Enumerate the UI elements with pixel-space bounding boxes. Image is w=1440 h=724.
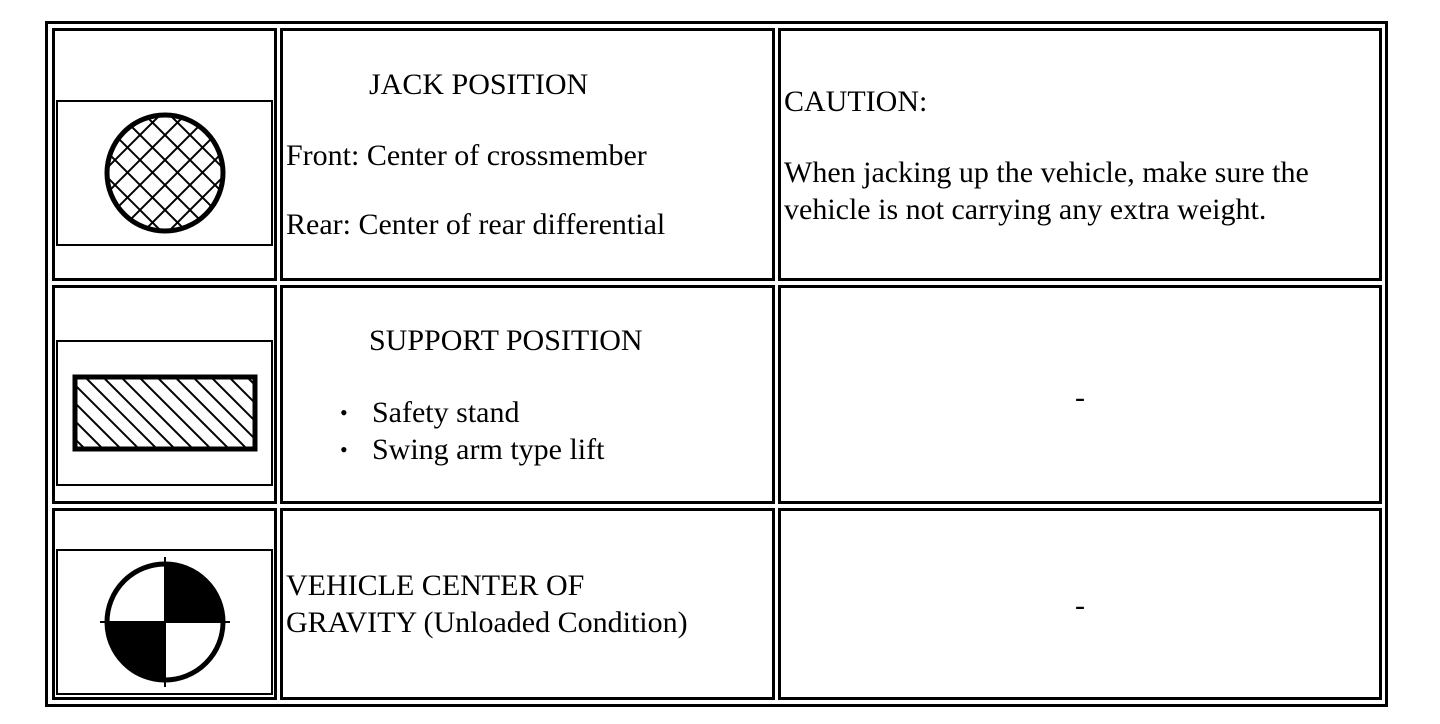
- row3-note-dash: -: [1075, 589, 1085, 622]
- jack-position-title: JACK POSITION: [369, 68, 589, 101]
- row3-description-cell: [280, 508, 775, 700]
- jack-position-crosshatch-circle-icon: [100, 110, 230, 236]
- support-position-title: SUPPORT POSITION: [369, 324, 643, 357]
- support-position-hatched-rectangle-icon: [72, 374, 258, 452]
- jack-position-front: Front: Center of crossmember: [286, 139, 647, 172]
- support-option-safety-stand: Safety stand: [372, 396, 520, 429]
- row2-note-dash: -: [1075, 381, 1085, 414]
- bullet-icon: •: [340, 437, 348, 462]
- caution-text-line1: When jacking up the vehicle, make sure the: [784, 156, 1309, 189]
- support-option-swing-arm-lift: Swing arm type lift: [372, 433, 605, 466]
- center-of-gravity-title-line1: VEHICLE CENTER OF: [286, 569, 585, 602]
- row3-icon-frame: [56, 549, 273, 695]
- row1-icon-frame: [56, 100, 273, 246]
- center-of-gravity-icon: [100, 557, 230, 687]
- caution-title: CAUTION:: [784, 85, 928, 118]
- list-item: [340, 394, 604, 431]
- caution-text-line2: vehicle is not carrying any extra weight.: [784, 193, 1267, 226]
- support-position-list: [340, 394, 604, 468]
- jack-position-rear: Rear: Center of rear differential: [286, 208, 666, 241]
- center-of-gravity-title-line2: GRAVITY (Unloaded Condition): [286, 606, 688, 639]
- row2-icon-frame: [56, 340, 273, 486]
- list-item: [340, 431, 604, 468]
- bullet-icon: •: [340, 400, 348, 425]
